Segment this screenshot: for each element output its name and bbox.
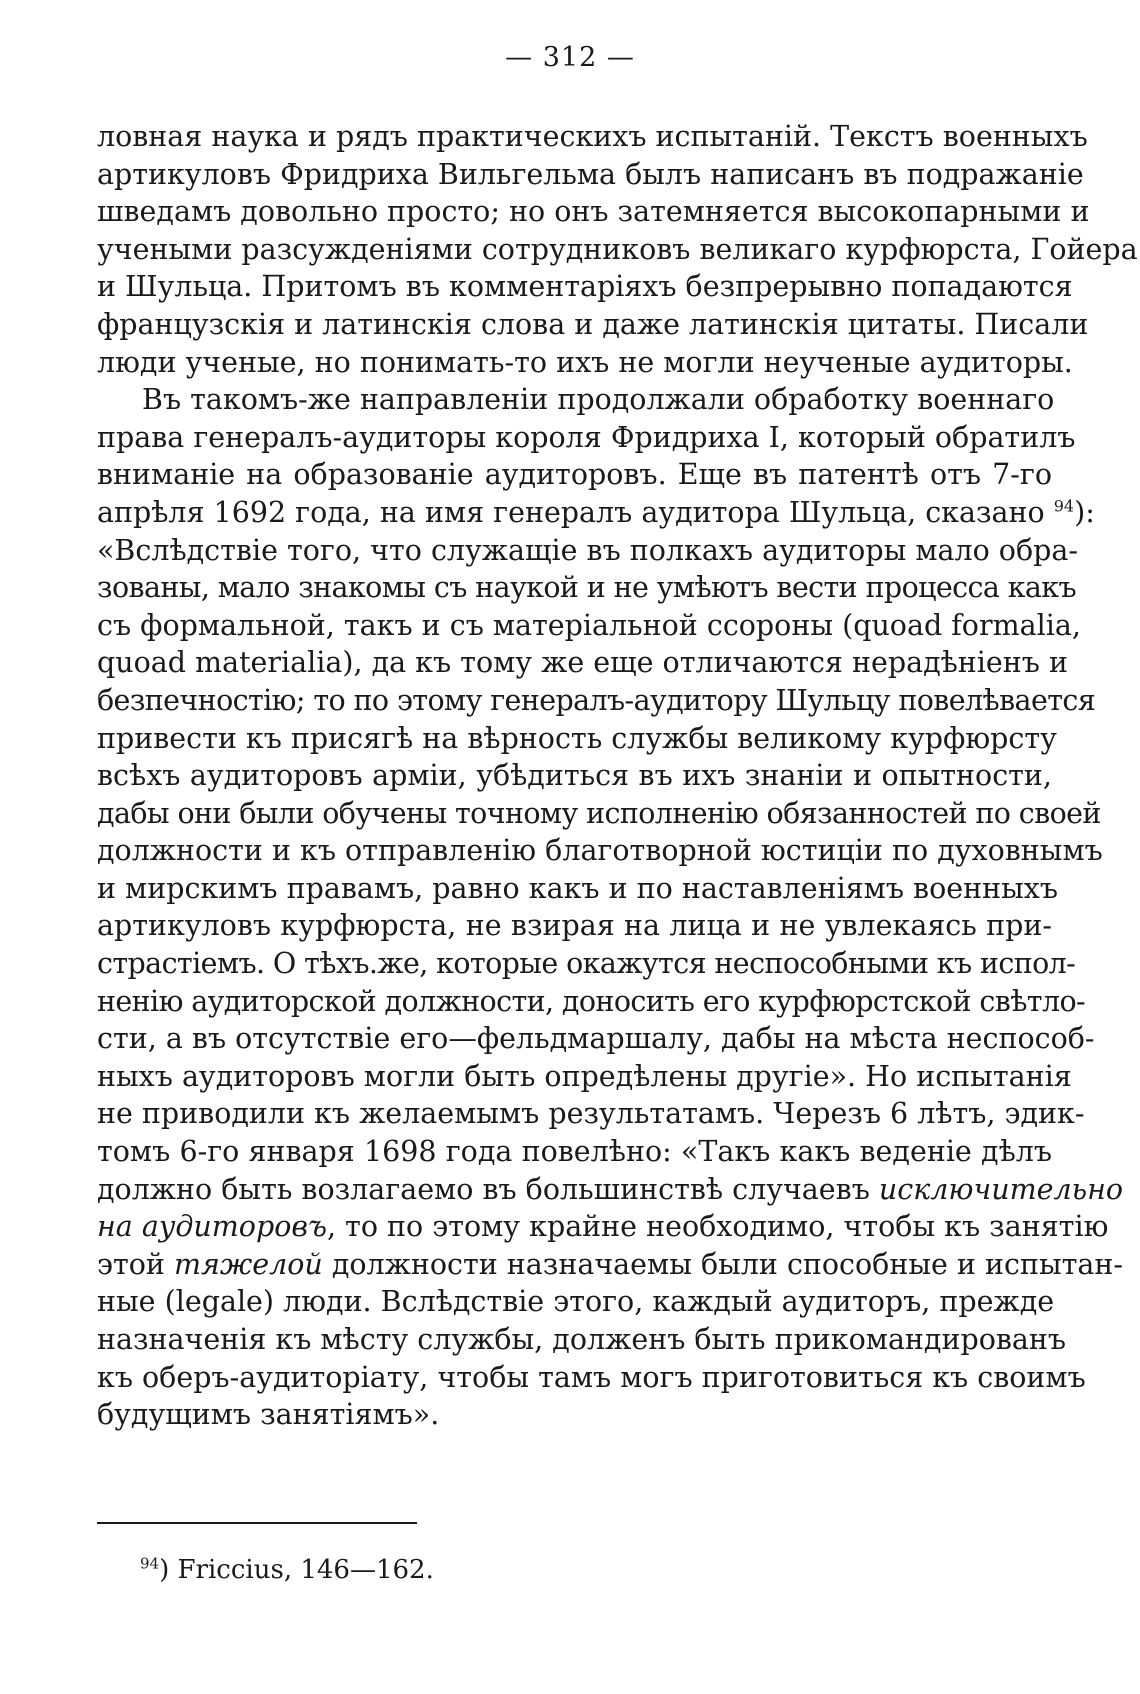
text-line-with-ref bbox=[97, 494, 1095, 532]
text-line: и Шульца. Притомъ въ комментаріяхъ безпрерывно попадаются bbox=[97, 270, 1073, 304]
text-line: томъ 6-го января 1698 года повелѣно: «Такъ какъ веденіе дѣлъ bbox=[97, 1135, 1052, 1169]
footnote-mark: 94 bbox=[140, 1554, 160, 1573]
text-line: артикуловъ Фридриха Вильгельма былъ написанъ въ подражаніе bbox=[97, 157, 1084, 191]
italic-text: исключительно bbox=[878, 1172, 1124, 1206]
text-line: дабы они были обучены точному исполненію обязанностей по своей bbox=[97, 796, 1101, 830]
text-line: будущимъ занятіямъ». bbox=[97, 1398, 440, 1432]
line-text: , то по этому крайне необходимо, чтобы къ занятію bbox=[326, 1210, 1109, 1244]
text-line: къ оберъ-аудиторіату, чтобы тамъ могъ приготовиться къ своимъ bbox=[97, 1360, 1086, 1394]
text-line: и мирскимъ правамъ, равно какъ и по наставленіямъ военныхъ bbox=[97, 871, 1058, 905]
text-line: сти, а въ отсутствіе его—фельдмаршалу, дабы на мѣста неспособ- bbox=[97, 1022, 1095, 1056]
footnote-text: ) Friccius, 146—162. bbox=[159, 1555, 434, 1585]
text-line: права генералъ-аудиторы короля Фридриха I, который обратилъ bbox=[97, 420, 1076, 454]
footnote-ref-tail: ): bbox=[1074, 495, 1095, 529]
footnote-ref-94: 94 bbox=[1053, 496, 1075, 516]
line-text: должности назначаемы были способные и испытан- bbox=[331, 1247, 1124, 1281]
footnote-divider bbox=[97, 1522, 417, 1524]
line-text: должно быть возлагаемо въ большинствѣ случаевъ bbox=[97, 1172, 870, 1206]
italic-text: на аудиторовъ bbox=[97, 1210, 327, 1244]
text-line: безпечностію; то по этому генералъ-аудитору Шульцу повелѣвается bbox=[97, 683, 1096, 717]
text-line: Въ такомъ-же направленіи продолжали обработку военнаго bbox=[142, 383, 1055, 417]
text-line: французскія и латинскія слова и даже латинскія цитаты. Писали bbox=[97, 307, 1089, 341]
line-text: апрѣля 1692 года, на имя генералъ аудитора Шульца, сказано bbox=[97, 495, 1045, 529]
text-line-with-italic bbox=[97, 1246, 1124, 1284]
line-text: этой bbox=[97, 1247, 165, 1281]
text-line: зованы, мало знакомы съ наукой и не умѣютъ вести процесса какъ bbox=[97, 571, 1077, 605]
text-line: назначенія къ мѣсту службы, долженъ быть прикомандированъ bbox=[97, 1323, 1067, 1356]
text-line: ловная наука и рядъ практическихъ испытаній. Текстъ военныхъ bbox=[97, 120, 1088, 153]
text-line: ненію аудиторской должности, доносить его курфюрстской свѣтло- bbox=[97, 984, 1086, 1018]
text-line: ные (legale) люди. Вслѣдствіе этого, каждый аудиторъ, прежде bbox=[97, 1285, 1055, 1319]
text-line: quoad materialia), да къ тому же еще отличаются нерадѣніенъ и bbox=[97, 646, 1068, 680]
text-line: артикуловъ курфюрста, не взирая на лица и не увлекаясь при- bbox=[97, 909, 1052, 943]
text-line-with-italic bbox=[97, 1171, 1124, 1209]
text-line: всѣхъ аудиторовъ арміи, убѣдиться въ ихъ знаніи и опытности, bbox=[97, 759, 1052, 793]
text-line: ныхъ аудиторовъ могли быть опредѣлены другіе». Но испытанія bbox=[97, 1059, 1072, 1093]
text-line: страстіемъ. О тѣхъ.же, которые окажутся неспособными къ испол- bbox=[97, 947, 1076, 981]
text-line: «Вслѣдствіе того, что служащіе въ полкахъ аудиторы мало обра- bbox=[97, 533, 1078, 567]
text-line: вниманіе на образованіе аудиторовъ. Еще въ патентѣ отъ 7-го bbox=[97, 458, 1052, 492]
italic-text: тяжелой bbox=[173, 1247, 323, 1281]
text-line: не приводили къ желаемымъ результатамъ. Черезъ 6 лѣтъ, эдик- bbox=[97, 1097, 1085, 1131]
text-line: люди ученые, но понимать-то ихъ не могли неученые аудиторы. bbox=[97, 345, 1073, 379]
footnote bbox=[140, 1553, 434, 1587]
text-line: учеными разсужденіями сотрудниковъ великаго курфюрста, Гойера bbox=[97, 232, 1138, 266]
page-number: — 312 — bbox=[505, 42, 635, 73]
text-line: должности и къ отправленію благотворной юстиціи по духовнымъ bbox=[97, 834, 1103, 868]
text-line: шведамъ довольно просто; но онъ затемняется высокопарными и bbox=[97, 195, 1090, 229]
text-line: привести къ присягѣ на вѣрность службы великому курфюрсту bbox=[97, 721, 1057, 755]
text-line-with-italic bbox=[97, 1208, 1109, 1246]
body-text bbox=[97, 118, 1138, 1434]
text-line: съ формальной, такъ и съ матеріальной ссороны (quoad formalia, bbox=[97, 608, 1081, 642]
